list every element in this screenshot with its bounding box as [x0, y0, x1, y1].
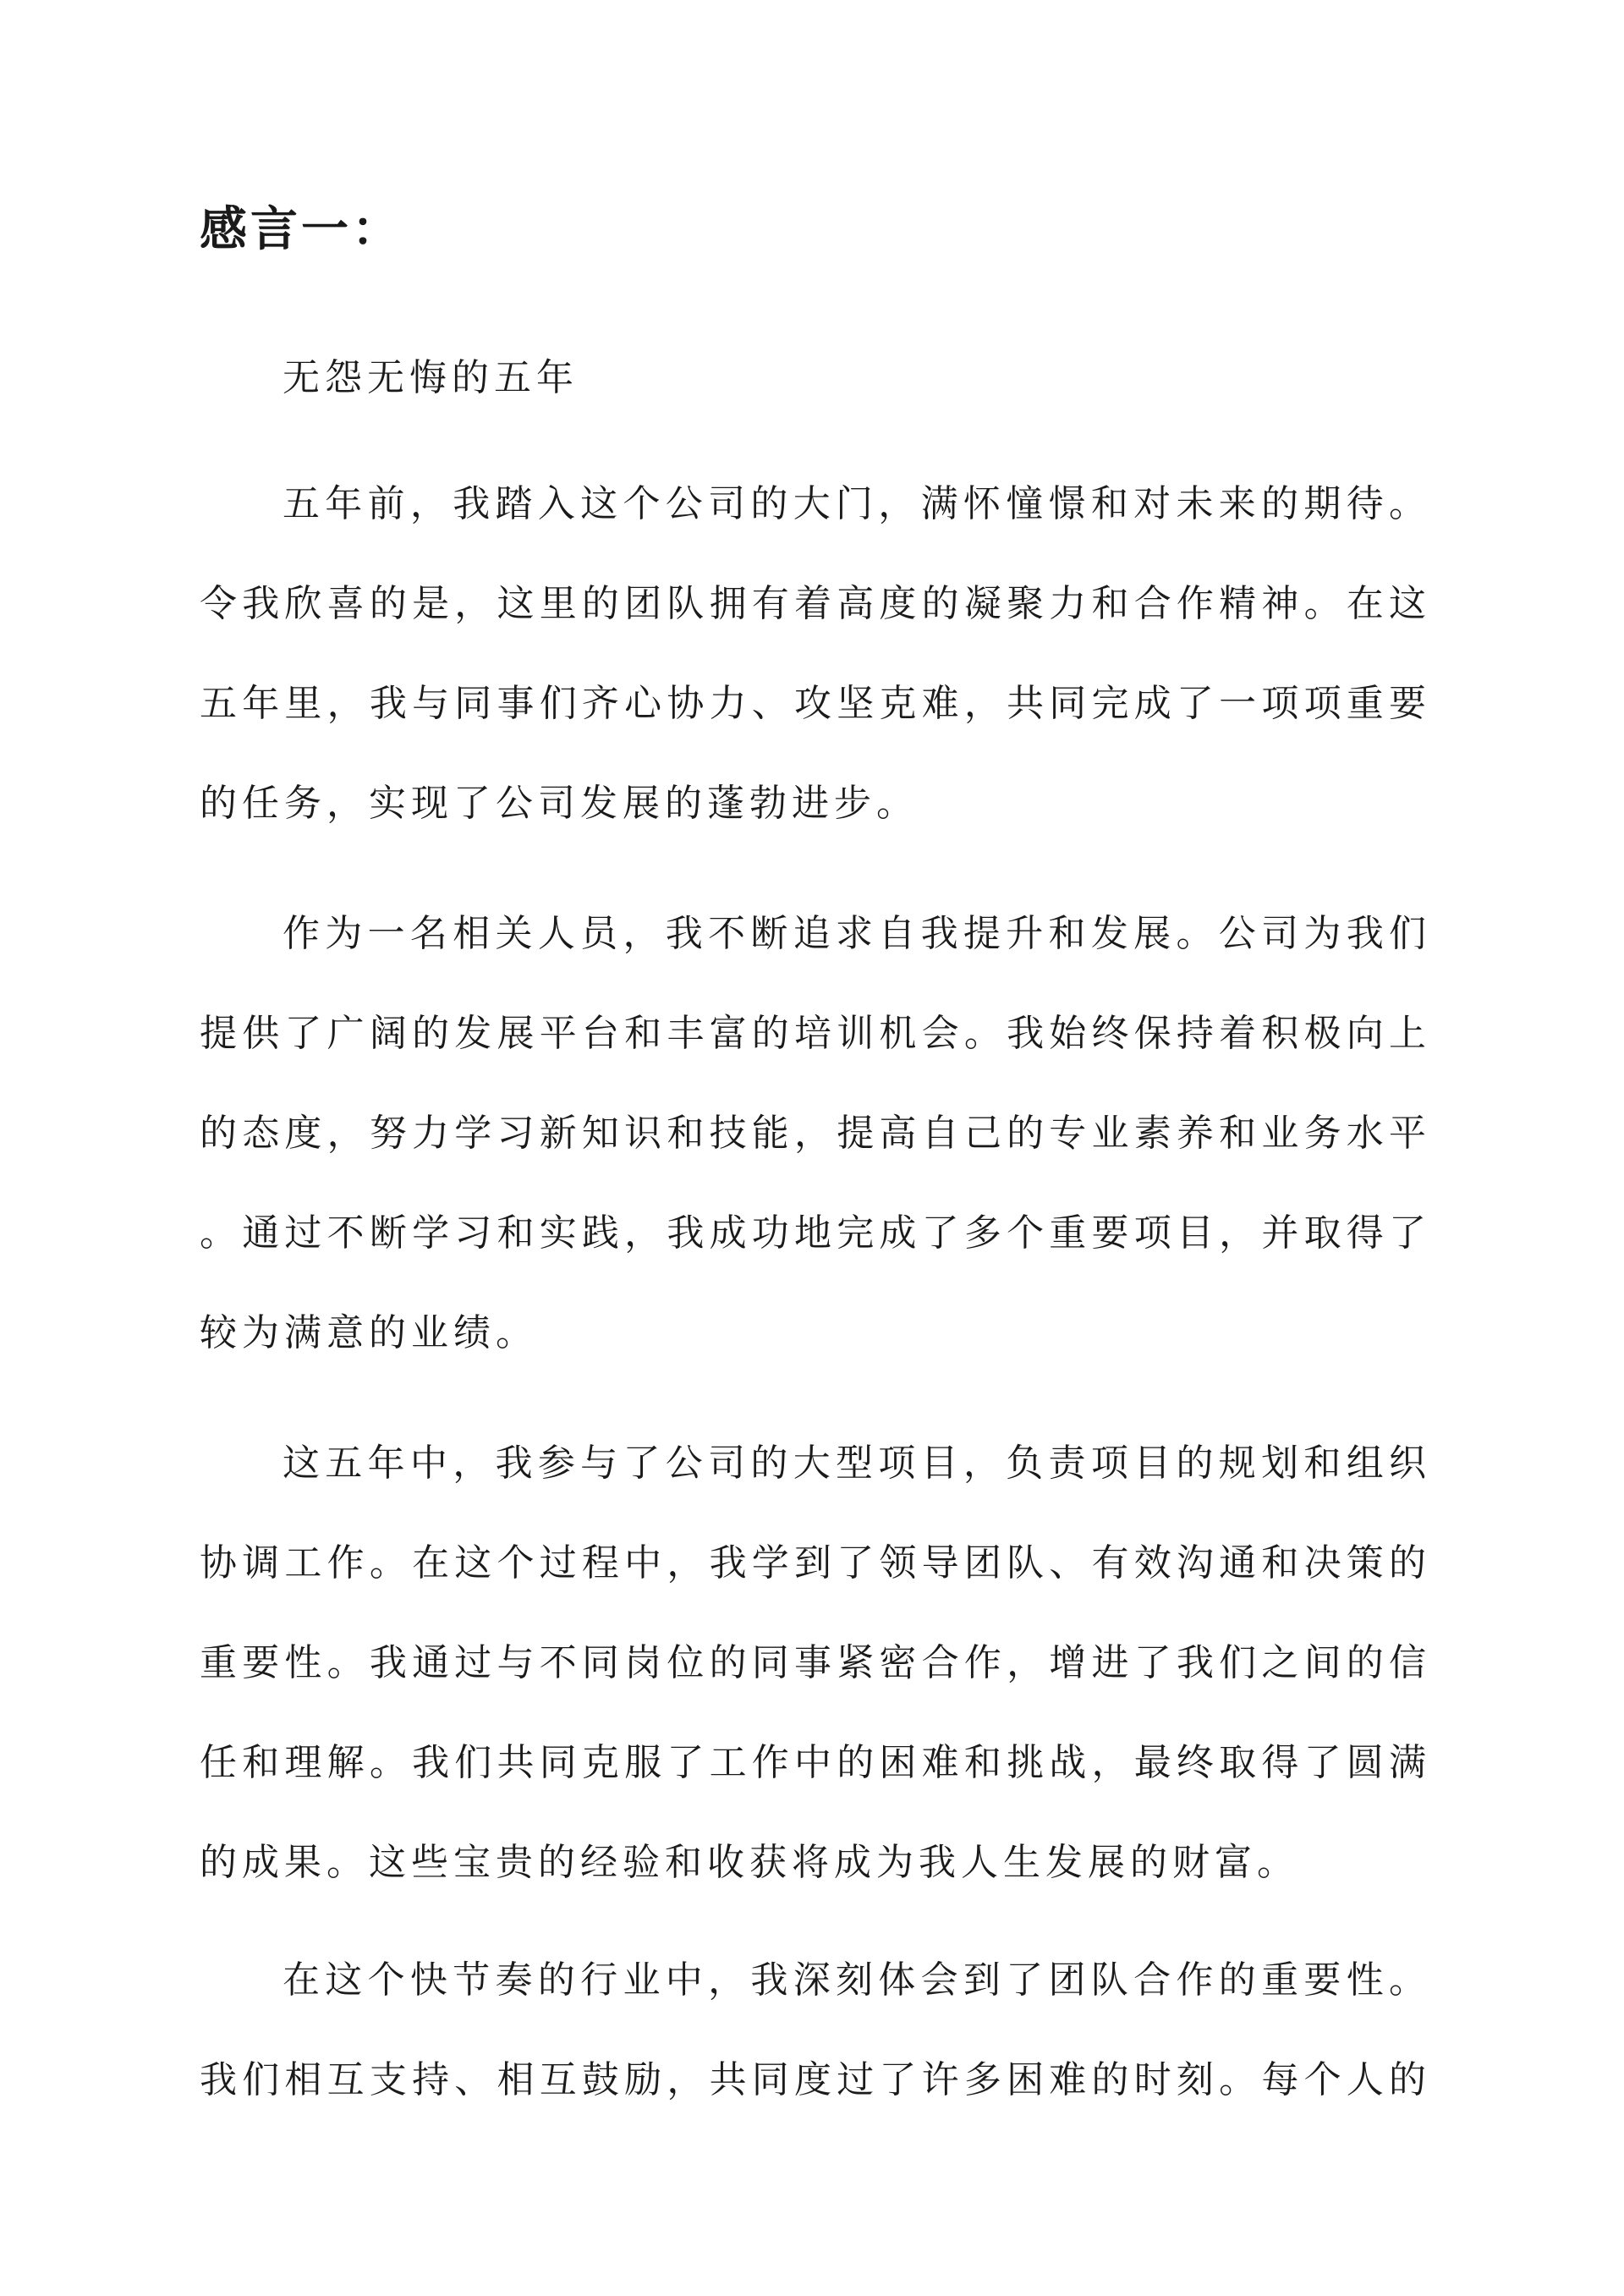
- text-line: 。通过不断学习和实践，我成功地完成了多个重要项目，并取得了: [200, 1211, 1426, 1255]
- text-line: 的任务，实现了公司发展的蓬勃进步。: [200, 782, 919, 825]
- text-line: 五年前，我踏入这个公司的大门，满怀憧憬和对未来的期待。: [283, 482, 1426, 525]
- text-line: 较为满意的业绩。: [200, 1311, 538, 1354]
- text-line: 五年里，我与同事们齐心协力、攻坚克难，共同完成了一项项重要: [200, 682, 1426, 725]
- text-line: 我们相互支持、相互鼓励，共同度过了许多困难的时刻。每个人的: [200, 2058, 1426, 2101]
- paragraph: [200, 1931, 1426, 2130]
- paragraph: [200, 1414, 1426, 1913]
- text-line: 作为一名相关人员，我不断追求自我提升和发展。公司为我们: [283, 912, 1426, 955]
- text-line: 的态度，努力学习新知识和技能，提高自己的专业素养和业务水平: [200, 1112, 1426, 1155]
- essay-title: 无怨无悔的五年: [283, 356, 579, 399]
- text-line: 任和理解。我们共同克服了工作中的困难和挑战，最终取得了圆满: [200, 1741, 1426, 1784]
- paragraph: [200, 454, 1426, 854]
- text-line: 协调工作。在这个过程中，我学到了领导团队、有效沟通和决策的: [200, 1541, 1426, 1585]
- section-heading: 感言一：: [200, 202, 403, 257]
- text-line: 提供了广阔的发展平台和丰富的培训机会。我始终保持着积极向上: [200, 1012, 1426, 1055]
- text-line: 在这个快节奏的行业中，我深刻体会到了团队合作的重要性。: [283, 1958, 1426, 2002]
- text-line: 这五年中，我参与了公司的大型项目，负责项目的规划和组织: [283, 1442, 1426, 1485]
- text-line: 重要性。我通过与不同岗位的同事紧密合作，增进了我们之间的信: [200, 1641, 1426, 1684]
- paragraph: [200, 884, 1426, 1383]
- text-line: 令我欣喜的是，这里的团队拥有着高度的凝聚力和合作精神。在这: [200, 582, 1426, 625]
- text-line: 的成果。这些宝贵的经验和收获将成为我人生发展的财富。: [200, 1841, 1299, 1884]
